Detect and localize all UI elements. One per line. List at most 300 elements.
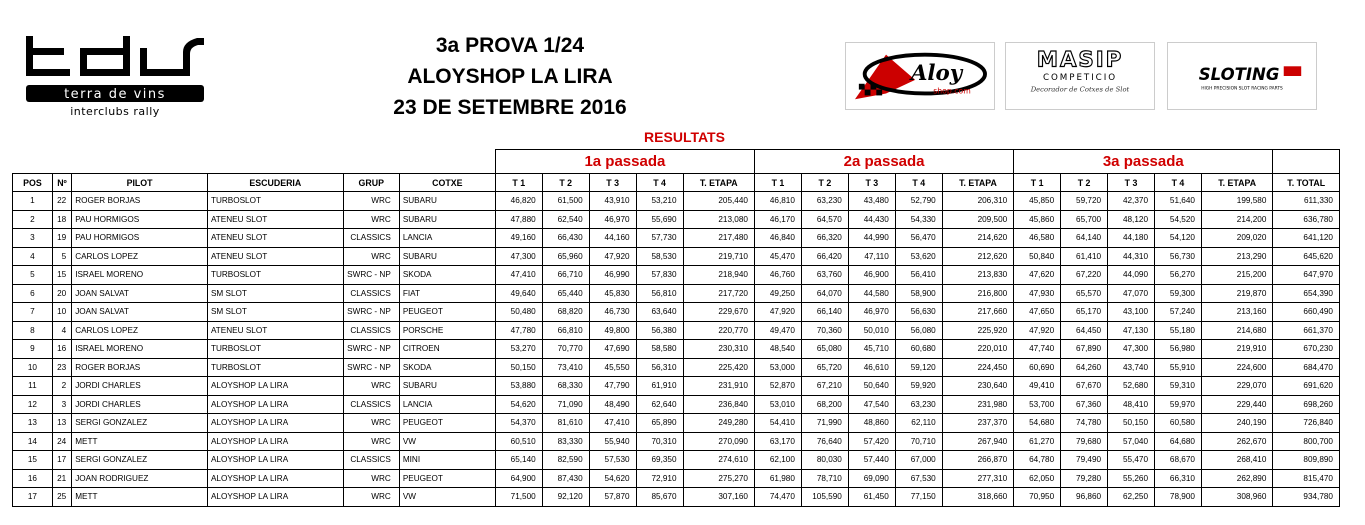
table-cell: 48,410 — [1108, 395, 1155, 414]
table-cell: 69,350 — [636, 451, 683, 470]
table-cell: 42,370 — [1108, 192, 1155, 211]
column-header: T. ETAPA — [1201, 174, 1272, 192]
table-cell: 60,580 — [1155, 414, 1202, 433]
table-cell: 55,470 — [1108, 451, 1155, 470]
table-cell: 53,000 — [754, 358, 801, 377]
table-cell: 46,610 — [848, 358, 895, 377]
table-cell: SWRC - NP — [343, 266, 399, 285]
table-cell: 45,850 — [1014, 192, 1061, 211]
table-cell: 58,580 — [636, 340, 683, 359]
table-cell: 6 — [13, 284, 53, 303]
table-cell: 47,300 — [495, 247, 542, 266]
table-cell: 52,870 — [754, 377, 801, 396]
table-cell: LANCIA — [399, 395, 495, 414]
table-cell: TURBOSLOT — [207, 192, 343, 211]
table-cell: 220,010 — [942, 340, 1013, 359]
table-cell: 15 — [52, 266, 71, 285]
svg-text:interclubs rally: interclubs rally — [70, 105, 160, 118]
column-header: PILOT — [72, 174, 208, 192]
table-cell: 50,150 — [495, 358, 542, 377]
table-cell: 70,710 — [895, 432, 942, 451]
table-cell: WRC — [343, 432, 399, 451]
table-cell: 46,810 — [754, 192, 801, 211]
table-cell: 43,910 — [589, 192, 636, 211]
table-cell: 217,720 — [683, 284, 754, 303]
table-cell: 14 — [13, 432, 53, 451]
table-cell: 46,170 — [754, 210, 801, 229]
table-cell: 54,370 — [495, 414, 542, 433]
table-cell: 53,620 — [895, 247, 942, 266]
table-cell: SM SLOT — [207, 284, 343, 303]
table-cell: 92,120 — [542, 488, 589, 507]
table-cell: 46,760 — [754, 266, 801, 285]
group-header-row — [13, 150, 1340, 174]
table-row — [13, 432, 1340, 451]
column-header: T 1 — [495, 174, 542, 192]
table-cell: 63,170 — [754, 432, 801, 451]
table-cell: 17 — [13, 488, 53, 507]
table-cell: 217,480 — [683, 229, 754, 248]
table-cell: WRC — [343, 488, 399, 507]
table-cell: ATENEU SLOT — [207, 229, 343, 248]
table-cell: 16 — [52, 340, 71, 359]
table-cell: 45,860 — [1014, 210, 1061, 229]
table-cell: 78,710 — [801, 469, 848, 488]
table-cell: 61,270 — [1014, 432, 1061, 451]
table-cell: 56,310 — [636, 358, 683, 377]
table-cell: 224,600 — [1201, 358, 1272, 377]
table-cell: 79,490 — [1061, 451, 1108, 470]
table-cell: 74,780 — [1061, 414, 1108, 433]
table-cell: 47,690 — [589, 340, 636, 359]
table-cell: 229,070 — [1201, 377, 1272, 396]
table-cell: ATENEU SLOT — [207, 321, 343, 340]
table-cell: 59,970 — [1155, 395, 1202, 414]
table-row — [13, 266, 1340, 285]
table-cell: 213,160 — [1201, 303, 1272, 322]
table-cell: 12 — [13, 395, 53, 414]
column-header: T 4 — [895, 174, 942, 192]
table-cell: 47,650 — [1014, 303, 1061, 322]
table-cell: 55,940 — [589, 432, 636, 451]
table-row — [13, 247, 1340, 266]
blank-header — [13, 150, 496, 174]
table-cell: 3 — [13, 229, 53, 248]
table-row — [13, 414, 1340, 433]
table-cell: 47,880 — [495, 210, 542, 229]
table-cell: WRC — [343, 210, 399, 229]
table-cell: 46,820 — [495, 192, 542, 211]
table-cell: 24 — [52, 432, 71, 451]
table-cell: 68,670 — [1155, 451, 1202, 470]
table-cell: ISRAEL MORENO — [72, 340, 208, 359]
column-header: ESCUDERIA — [207, 174, 343, 192]
table-cell: 82,590 — [542, 451, 589, 470]
table-cell: 22 — [52, 192, 71, 211]
table-cell: PEUGEOT — [399, 414, 495, 433]
table-cell: 46,970 — [589, 210, 636, 229]
table-cell: 83,330 — [542, 432, 589, 451]
table-row — [13, 321, 1340, 340]
table-cell: 49,410 — [1014, 377, 1061, 396]
table-cell: 77,150 — [895, 488, 942, 507]
table-cell: 209,020 — [1201, 229, 1272, 248]
table-cell: 219,870 — [1201, 284, 1272, 303]
table-cell: PEUGEOT — [399, 469, 495, 488]
table-cell: 54,520 — [1155, 210, 1202, 229]
table-cell: SM SLOT — [207, 303, 343, 322]
table-cell: ALOYSHOP LA LIRA — [207, 395, 343, 414]
table-cell: 800,700 — [1273, 432, 1340, 451]
column-header: T 2 — [801, 174, 848, 192]
table-cell: 52,680 — [1108, 377, 1155, 396]
table-cell: 105,590 — [801, 488, 848, 507]
svg-text:COMPETICIO: COMPETICIO — [1042, 72, 1118, 83]
table-cell: 49,470 — [754, 321, 801, 340]
table-cell: TURBOSLOT — [207, 266, 343, 285]
table-cell: WRC — [343, 469, 399, 488]
table-cell: VW — [399, 432, 495, 451]
table-cell: ATENEU SLOT — [207, 210, 343, 229]
table-cell: 56,470 — [895, 229, 942, 248]
table-cell: 70,950 — [1014, 488, 1061, 507]
table-cell: 213,290 — [1201, 247, 1272, 266]
table-cell: 231,910 — [683, 377, 754, 396]
table-cell: 59,120 — [895, 358, 942, 377]
table-cell: 66,320 — [801, 229, 848, 248]
table-cell: 44,180 — [1108, 229, 1155, 248]
svg-text:MASIP: MASIP — [1036, 47, 1124, 73]
table-cell: 47,780 — [495, 321, 542, 340]
table-cell: 44,310 — [1108, 247, 1155, 266]
table-cell: 67,890 — [1061, 340, 1108, 359]
table-cell: CLASSICS — [343, 395, 399, 414]
table-cell: 45,550 — [589, 358, 636, 377]
table-cell: 50,010 — [848, 321, 895, 340]
table-cell: 56,730 — [1155, 247, 1202, 266]
table-cell: 217,660 — [942, 303, 1013, 322]
table-cell: 79,680 — [1061, 432, 1108, 451]
table-cell: 67,670 — [1061, 377, 1108, 396]
table-cell: 65,140 — [495, 451, 542, 470]
table-cell: 60,510 — [495, 432, 542, 451]
table-cell: ALOYSHOP LA LIRA — [207, 414, 343, 433]
svg-text:HIGH PRECISION SLOT RACING PAR: HIGH PRECISION SLOT RACING PARTS — [1201, 86, 1283, 92]
table-cell: 57,830 — [636, 266, 683, 285]
results-table — [12, 149, 1340, 507]
table-cell: 57,870 — [589, 488, 636, 507]
table-cell: MINI — [399, 451, 495, 470]
table-cell: 55,910 — [1155, 358, 1202, 377]
table-cell: 46,970 — [848, 303, 895, 322]
table-cell: 5 — [13, 266, 53, 285]
table-cell: 47,130 — [1108, 321, 1155, 340]
table-cell: 63,230 — [895, 395, 942, 414]
table-cell: 10 — [13, 358, 53, 377]
table-row — [13, 284, 1340, 303]
group-total-blank — [1273, 150, 1340, 174]
table-cell: 23 — [52, 358, 71, 377]
column-header: T 3 — [848, 174, 895, 192]
table-cell: 49,800 — [589, 321, 636, 340]
table-cell: 47,410 — [495, 266, 542, 285]
svg-text:SLOTING: SLOTING — [1198, 64, 1280, 84]
table-cell: 56,380 — [636, 321, 683, 340]
table-cell: 21 — [52, 469, 71, 488]
table-cell: SUBARU — [399, 192, 495, 211]
table-cell: 44,430 — [848, 210, 895, 229]
table-cell: 45,470 — [754, 247, 801, 266]
table-cell: 63,760 — [801, 266, 848, 285]
table-cell: 49,640 — [495, 284, 542, 303]
table-cell: 45,830 — [589, 284, 636, 303]
table-cell: 48,490 — [589, 395, 636, 414]
table-cell: 267,940 — [942, 432, 1013, 451]
table-cell: 64,680 — [1155, 432, 1202, 451]
table-cell: 220,770 — [683, 321, 754, 340]
table-cell: ALOYSHOP LA LIRA — [207, 432, 343, 451]
table-cell: 62,640 — [636, 395, 683, 414]
table-cell: 213,830 — [942, 266, 1013, 285]
table-cell: 47,410 — [589, 414, 636, 433]
table-cell: 56,630 — [895, 303, 942, 322]
table-cell: 660,490 — [1273, 303, 1340, 322]
table-cell: 20 — [52, 284, 71, 303]
table-cell: 62,050 — [1014, 469, 1061, 488]
table-cell: 46,840 — [754, 229, 801, 248]
table-cell: SKODA — [399, 266, 495, 285]
table-cell: 8 — [13, 321, 53, 340]
table-cell: 63,230 — [801, 192, 848, 211]
table-cell: 308,960 — [1201, 488, 1272, 507]
table-cell: 73,410 — [542, 358, 589, 377]
results-body — [13, 192, 1340, 507]
table-cell: 50,640 — [848, 377, 895, 396]
group-1a-passada: 1a passada — [495, 150, 754, 174]
table-cell: TURBOSLOT — [207, 340, 343, 359]
table-cell: 51,640 — [1155, 192, 1202, 211]
table-cell: 641,120 — [1273, 229, 1340, 248]
table-cell: 68,330 — [542, 377, 589, 396]
table-cell: JORDI CHARLES — [72, 395, 208, 414]
table-cell: 53,270 — [495, 340, 542, 359]
group-3a-passada: 3a passada — [1014, 150, 1273, 174]
table-cell: 60,690 — [1014, 358, 1061, 377]
table-cell: 274,610 — [683, 451, 754, 470]
table-cell: 66,310 — [1155, 469, 1202, 488]
table-cell: SKODA — [399, 358, 495, 377]
table-cell: 57,420 — [848, 432, 895, 451]
table-cell: CARLOS LOPEZ — [72, 321, 208, 340]
table-cell: SWRC - NP — [343, 340, 399, 359]
table-cell: 65,080 — [801, 340, 848, 359]
table-cell: 66,710 — [542, 266, 589, 285]
table-cell: WRC — [343, 192, 399, 211]
table-cell: 57,040 — [1108, 432, 1155, 451]
table-cell: 47,740 — [1014, 340, 1061, 359]
table-cell: 57,730 — [636, 229, 683, 248]
table-cell: 54,620 — [589, 469, 636, 488]
table-cell: CLASSICS — [343, 321, 399, 340]
table-cell: 48,860 — [848, 414, 895, 433]
table-cell: 229,670 — [683, 303, 754, 322]
table-cell: VW — [399, 488, 495, 507]
table-cell: PAU HORMIGOS — [72, 229, 208, 248]
table-cell: 72,910 — [636, 469, 683, 488]
table-cell: 55,690 — [636, 210, 683, 229]
svg-text:Decorador de Cotxes de Slot: Decorador de Cotxes de Slot — [1030, 85, 1130, 94]
table-cell: 66,140 — [801, 303, 848, 322]
sloting-logo — [1167, 42, 1317, 110]
table-cell: 266,870 — [942, 451, 1013, 470]
table-cell: 64,570 — [801, 210, 848, 229]
table-cell: 53,010 — [754, 395, 801, 414]
table-cell: 64,780 — [1014, 451, 1061, 470]
table-cell: 66,420 — [801, 247, 848, 266]
table-cell: 224,450 — [942, 358, 1013, 377]
table-row — [13, 451, 1340, 470]
table-cell: 4 — [52, 321, 71, 340]
table-cell: 65,890 — [636, 414, 683, 433]
table-cell: 684,470 — [1273, 358, 1340, 377]
table-cell: 54,120 — [1155, 229, 1202, 248]
table-cell: 268,410 — [1201, 451, 1272, 470]
table-cell: FIAT — [399, 284, 495, 303]
table-cell: 64,900 — [495, 469, 542, 488]
table-cell: CARLOS LOPEZ — [72, 247, 208, 266]
table-cell: 62,100 — [754, 451, 801, 470]
table-cell: 55,260 — [1108, 469, 1155, 488]
tdv-logo — [22, 30, 212, 120]
column-header: T. TOTAL — [1273, 174, 1340, 192]
table-cell: 809,890 — [1273, 451, 1340, 470]
table-cell: 59,310 — [1155, 377, 1202, 396]
table-cell: 230,310 — [683, 340, 754, 359]
table-cell: ISRAEL MORENO — [72, 266, 208, 285]
table-cell: 58,900 — [895, 284, 942, 303]
table-cell: 225,420 — [683, 358, 754, 377]
table-cell: 318,660 — [942, 488, 1013, 507]
table-cell: 56,410 — [895, 266, 942, 285]
column-header: T 1 — [754, 174, 801, 192]
table-cell: 43,100 — [1108, 303, 1155, 322]
table-cell: 47,920 — [589, 247, 636, 266]
table-cell: 54,680 — [1014, 414, 1061, 433]
table-cell: 17 — [52, 451, 71, 470]
table-cell: 47,790 — [589, 377, 636, 396]
table-cell: ALOYSHOP LA LIRA — [207, 488, 343, 507]
table-cell: 56,980 — [1155, 340, 1202, 359]
table-cell: 46,580 — [1014, 229, 1061, 248]
table-cell: 61,450 — [848, 488, 895, 507]
column-header: T 1 — [1014, 174, 1061, 192]
table-cell: 54,410 — [754, 414, 801, 433]
table-cell: CLASSICS — [343, 284, 399, 303]
table-row — [13, 358, 1340, 377]
table-cell: PORSCHE — [399, 321, 495, 340]
table-cell: 1 — [13, 192, 53, 211]
table-cell: 57,440 — [848, 451, 895, 470]
table-cell: 85,670 — [636, 488, 683, 507]
table-cell: 65,170 — [1061, 303, 1108, 322]
table-cell: 46,730 — [589, 303, 636, 322]
table-cell: 216,800 — [942, 284, 1013, 303]
table-cell: 54,620 — [495, 395, 542, 414]
table-cell: 209,500 — [942, 210, 1013, 229]
table-cell: 47,540 — [848, 395, 895, 414]
table-cell: 70,770 — [542, 340, 589, 359]
table-cell: 74,470 — [754, 488, 801, 507]
table-cell: 2 — [52, 377, 71, 396]
table-cell: 3 — [52, 395, 71, 414]
table-cell: 64,140 — [1061, 229, 1108, 248]
table-cell: 66,430 — [542, 229, 589, 248]
table-cell: 52,790 — [895, 192, 942, 211]
table-cell: LANCIA — [399, 229, 495, 248]
table-cell: ALOYSHOP LA LIRA — [207, 469, 343, 488]
table-row — [13, 192, 1340, 211]
column-header: POS — [13, 174, 53, 192]
table-cell: 64,450 — [1061, 321, 1108, 340]
table-cell: METT — [72, 488, 208, 507]
column-header: T 2 — [542, 174, 589, 192]
table-row — [13, 395, 1340, 414]
table-cell: 79,280 — [1061, 469, 1108, 488]
table-cell: 934,780 — [1273, 488, 1340, 507]
table-cell: 68,200 — [801, 395, 848, 414]
table-cell: 219,910 — [1201, 340, 1272, 359]
table-cell: 49,250 — [754, 284, 801, 303]
table-cell: SWRC - NP — [343, 358, 399, 377]
table-cell: 13 — [52, 414, 71, 433]
table-cell: 96,860 — [1061, 488, 1108, 507]
table-cell: 225,920 — [942, 321, 1013, 340]
table-cell: 63,640 — [636, 303, 683, 322]
table-cell: 231,980 — [942, 395, 1013, 414]
table-cell: CLASSICS — [343, 229, 399, 248]
table-cell: 262,670 — [1201, 432, 1272, 451]
table-row — [13, 469, 1340, 488]
table-cell: 49,160 — [495, 229, 542, 248]
column-header-row — [13, 174, 1340, 192]
table-cell: 61,910 — [636, 377, 683, 396]
column-header: Nº — [52, 174, 71, 192]
table-cell: 16 — [13, 469, 53, 488]
table-cell: 45,710 — [848, 340, 895, 359]
table-cell: 218,940 — [683, 266, 754, 285]
table-cell: 47,930 — [1014, 284, 1061, 303]
table-cell: 53,210 — [636, 192, 683, 211]
table-cell: 59,300 — [1155, 284, 1202, 303]
table-cell: TURBOSLOT — [207, 358, 343, 377]
table-row — [13, 229, 1340, 248]
table-cell: SWRC - NP — [343, 303, 399, 322]
table-cell: 61,410 — [1061, 247, 1108, 266]
table-cell: ROGER BORJAS — [72, 358, 208, 377]
table-cell: 611,330 — [1273, 192, 1340, 211]
table-cell: 47,920 — [754, 303, 801, 322]
table-cell: CITROEN — [399, 340, 495, 359]
column-header: T. ETAPA — [942, 174, 1013, 192]
table-cell: 636,780 — [1273, 210, 1340, 229]
title-line-3: 23 DE SETEMBRE 2016 — [393, 96, 627, 119]
table-cell: 5 — [52, 247, 71, 266]
table-cell: 43,480 — [848, 192, 895, 211]
table-cell: SUBARU — [399, 377, 495, 396]
table-cell: 7 — [13, 303, 53, 322]
table-cell: 691,620 — [1273, 377, 1340, 396]
svg-text:shop.com: shop.com — [933, 86, 971, 96]
